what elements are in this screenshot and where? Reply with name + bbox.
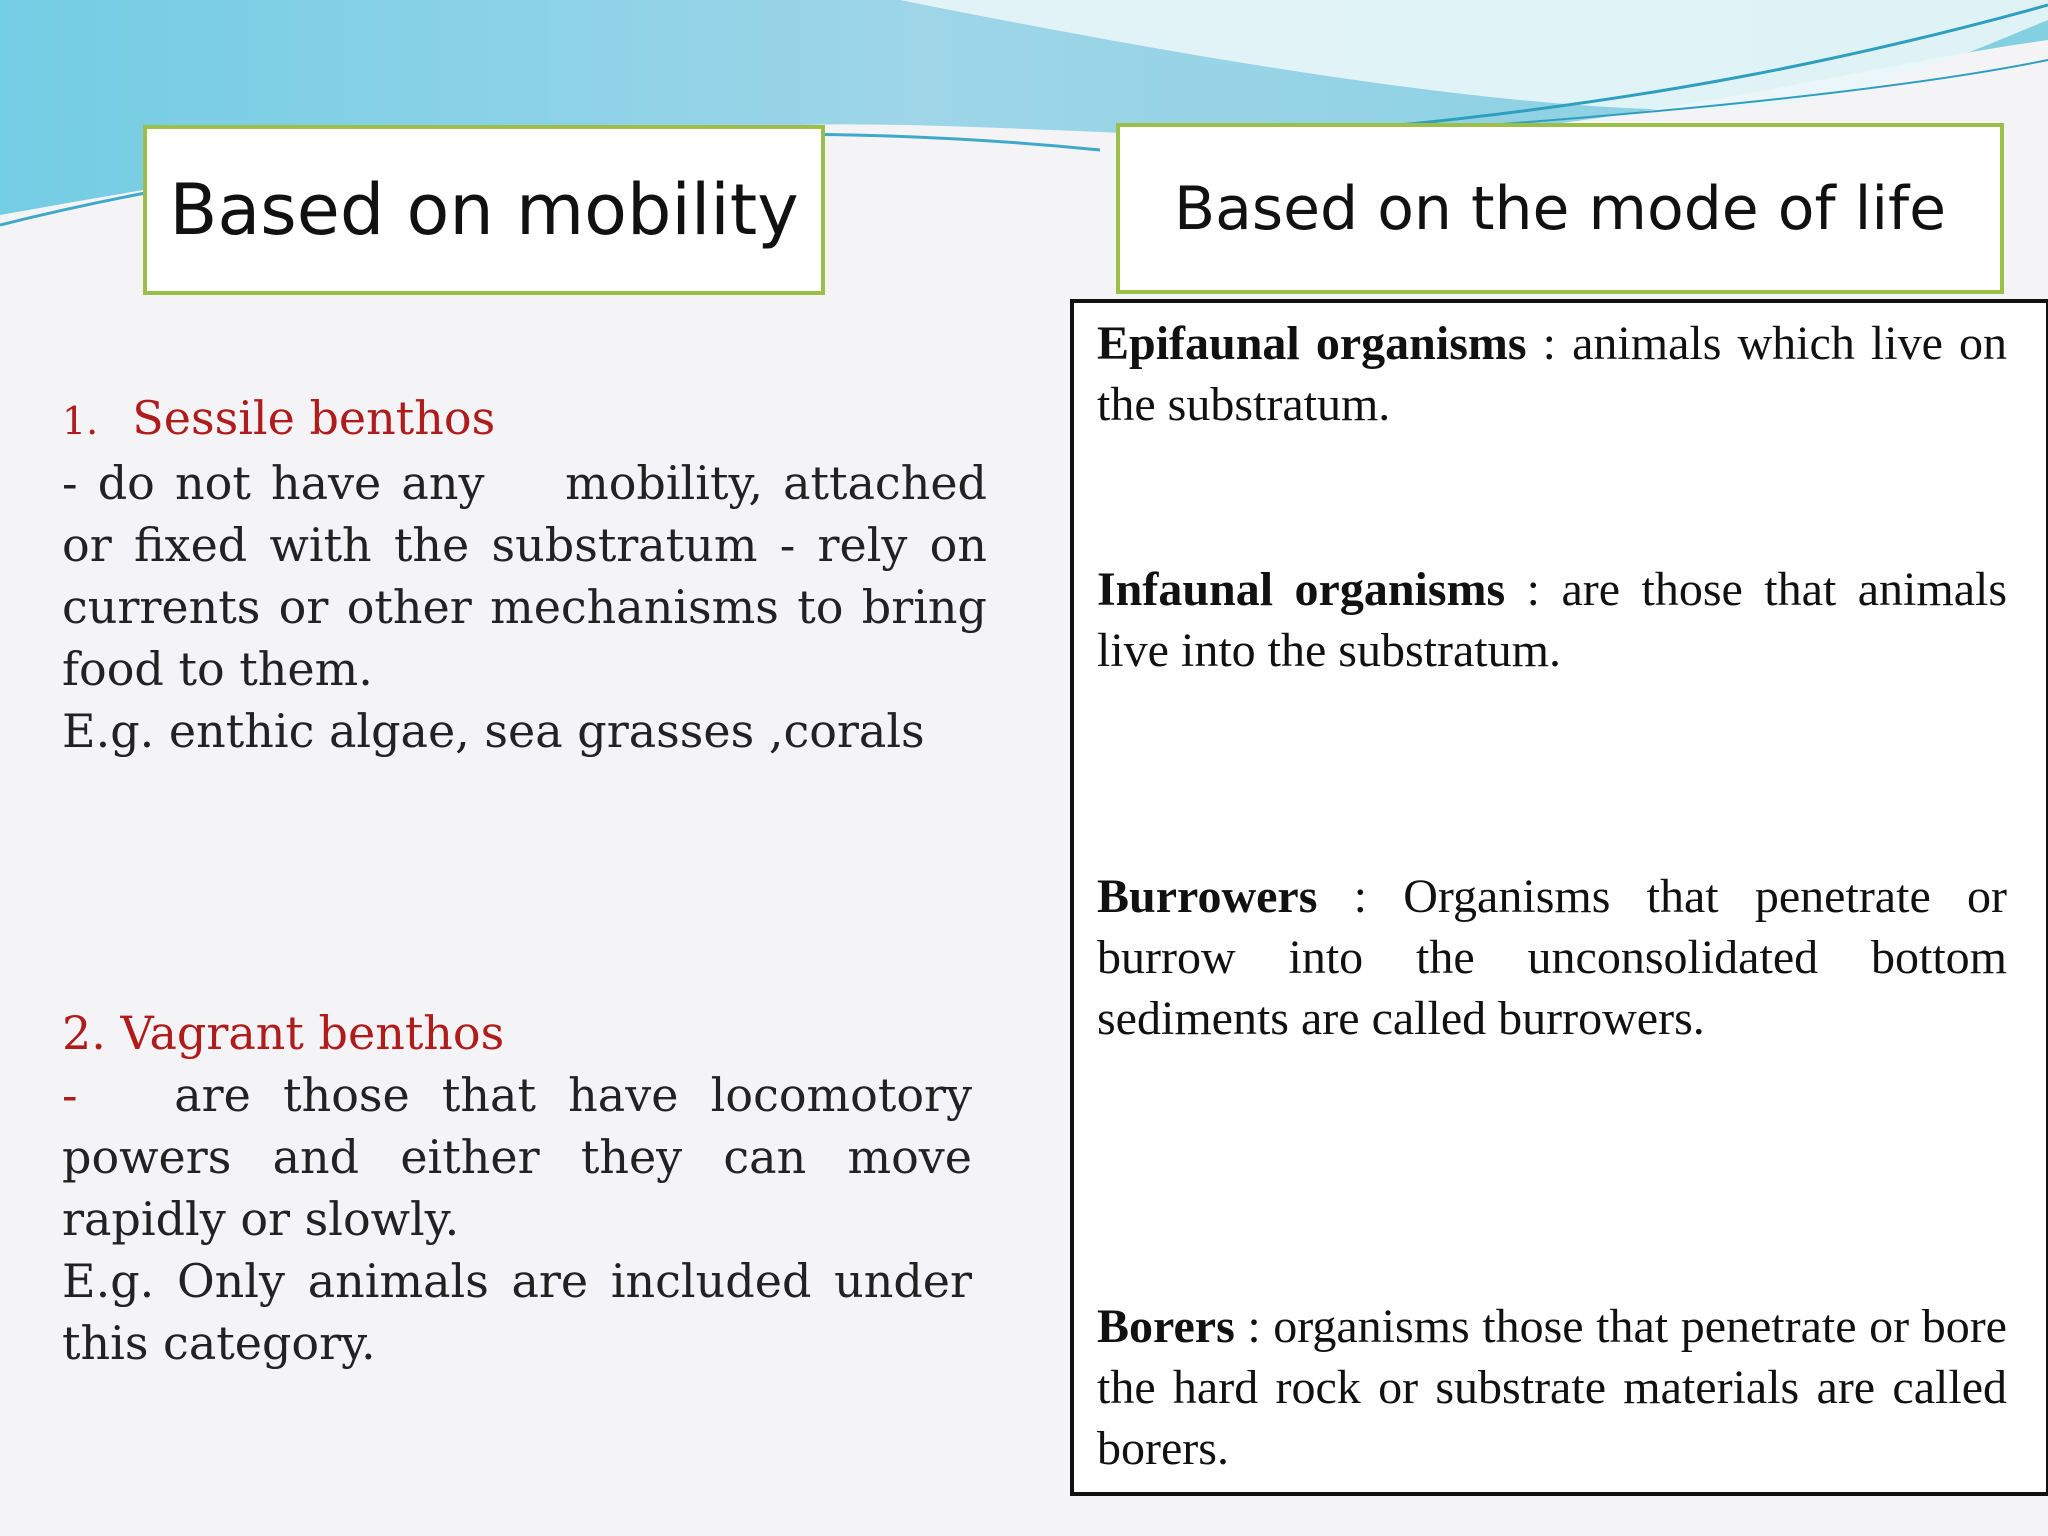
infaunal-definition: are those that animals live into the substratum.	[1097, 563, 2008, 677]
borers-entry	[1097, 1296, 2007, 1479]
epifaunal-term: Epifaunal organisms	[1097, 317, 1527, 370]
infaunal-term: Infaunal organisms	[1097, 563, 1506, 616]
vagrant-description-text: are those that have locomotory powers and either they can move rapidly or slowly.	[62, 1068, 972, 1246]
sessile-benthos-section	[62, 387, 1002, 762]
epifaunal-separator: :	[1526, 317, 1573, 370]
vagrant-dash: -	[62, 1068, 78, 1122]
borers-term: Borers	[1097, 1300, 1235, 1353]
sessile-number: 1.	[62, 399, 99, 443]
burrowers-definition: Organisms that penetrate or burrow into the unconsolidated bottom sediments are called burrowers.	[1097, 870, 2007, 1045]
sessile-description: - do not have any mobility, attached or fixed with the substratum - rely on currents or other mechanisms to bring food to them.	[62, 456, 1002, 696]
mode-of-life-header	[1116, 123, 2004, 294]
burrowers-term: Burrowers	[1097, 870, 1318, 923]
borers-definition: organisms those that penetrate or bore the hard rock or substrate materials are called borers.	[1097, 1300, 2007, 1475]
mode-of-life-box	[1070, 299, 2048, 1496]
sessile-example: E.g. enthic algae, sea grasses ,corals	[62, 704, 925, 758]
epifaunal-entry	[1097, 313, 2007, 435]
infaunal-entry	[1097, 559, 2007, 681]
sessile-title-text: Sessile benthos	[132, 391, 496, 445]
borers-separator: :	[1234, 1300, 1274, 1353]
vagrant-example: E.g. Only animals are included under this category.	[62, 1254, 972, 1370]
vagrant-benthos-section	[62, 1002, 972, 1374]
infaunal-separator: :	[1505, 563, 1562, 616]
mobility-header	[143, 125, 825, 295]
vagrant-title: 2. Vagrant benthos	[62, 1006, 505, 1060]
mode-of-life-header-text: Based on the mode of life	[1173, 173, 1947, 244]
vagrant-description	[62, 1064, 972, 1250]
burrowers-separator: :	[1317, 870, 1404, 923]
epifaunal-definition: animals which live on the substratum.	[1097, 317, 2008, 431]
mobility-header-text: Based on mobility	[169, 169, 799, 251]
sessile-title	[62, 387, 987, 452]
burrowers-entry	[1097, 866, 2007, 1049]
